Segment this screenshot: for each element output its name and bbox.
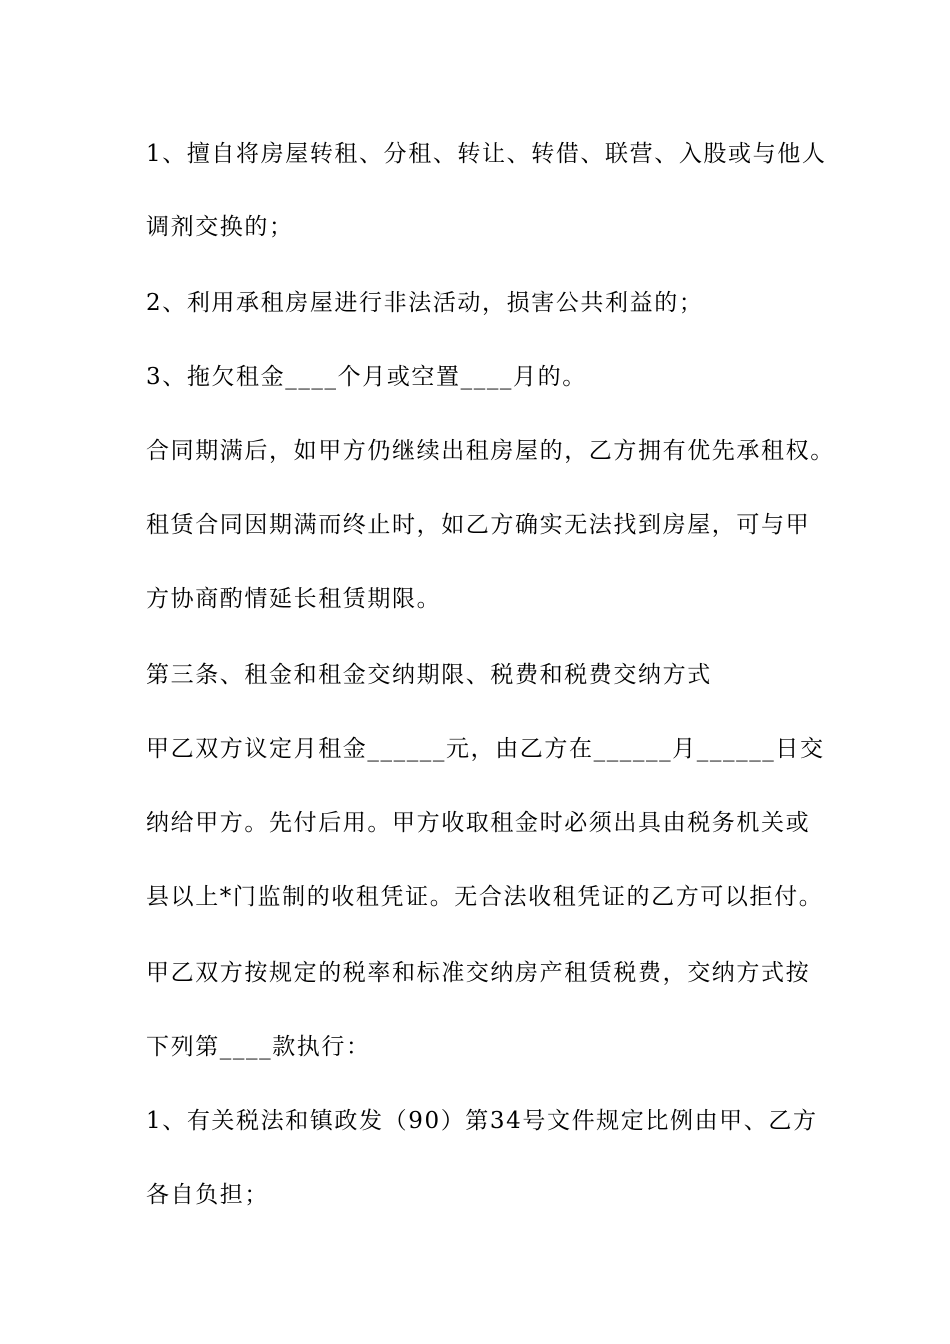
paragraph-rent-amount-continued: 纳给甲方。先付后用。甲方收取租金时必须出具由税务机关或 [146,810,811,836]
paragraph-tax: 甲乙双方按规定的税率和标准交纳房产租赁税费，交纳方式按 [146,960,811,986]
paragraph-rent-amount: 甲乙双方议定月租金______元，由乙方在______月______日交 [146,736,825,762]
clause-item-1-continued: 调剂交换的； [146,214,294,240]
tax-option-1-continued: 各自负担； [146,1182,269,1208]
article-heading-3: 第三条、租金和租金交纳期限、税费和税费交纳方式 [146,662,712,688]
paragraph-rent-receipt: 县以上*门监制的收租凭证。无合法收租凭证的乙方可以拒付。 [146,884,824,910]
clause-item-3: 3、拖欠租金____个月或空置____月的。 [146,364,587,390]
clause-item-1: 1、擅自将房屋转租、分租、转让、转借、联营、入股或与他人 [146,141,827,167]
paragraph-tax-continued: 下列第____款执行： [146,1034,371,1060]
paragraph-extension-continued: 方协商酌情延长租赁期限。 [146,586,442,612]
tax-option-1: 1、有关税法和镇政发（90）第34号文件规定比例由甲、乙方 [146,1108,818,1134]
paragraph-renewal-priority: 合同期满后，如甲方仍继续出租房屋的，乙方拥有优先承租权。 [146,438,835,464]
clause-item-2: 2、利用承租房屋进行非法活动，损害公共利益的； [146,290,704,316]
paragraph-extension: 租赁合同因期满而终止时，如乙方确实无法找到房屋，可与甲 [146,512,811,538]
